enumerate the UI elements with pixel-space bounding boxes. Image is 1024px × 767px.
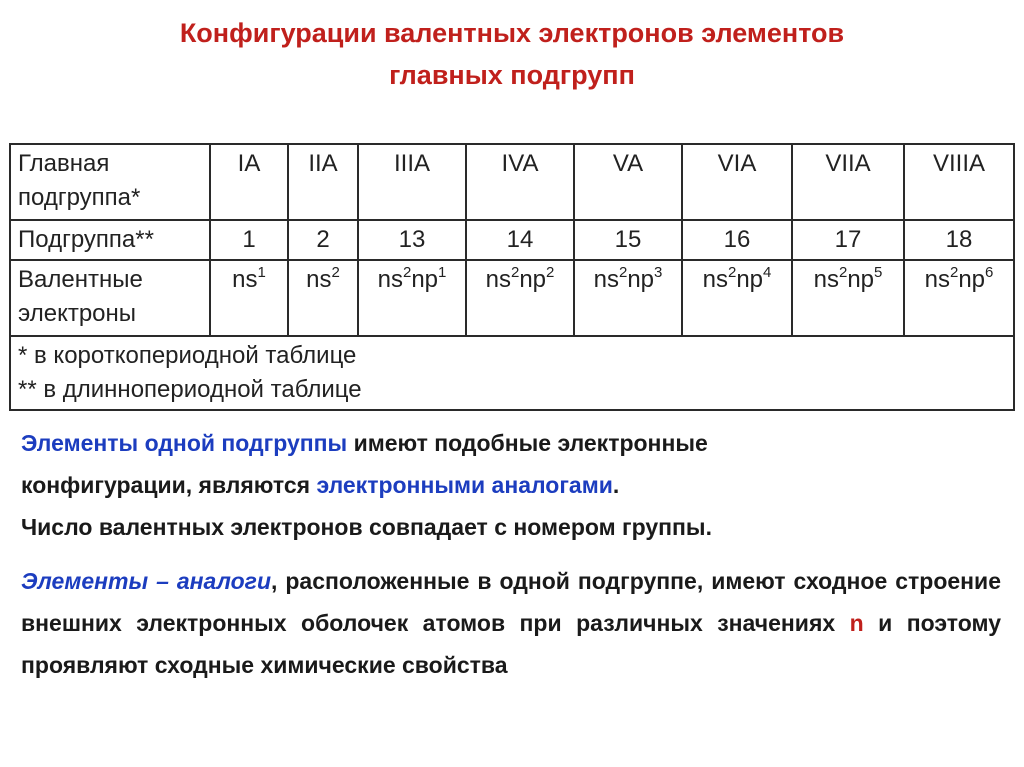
electron-config-cell: $ns^2np^2$ <box>466 260 574 336</box>
table-cell: IVA <box>466 144 574 220</box>
table-cell: 16 <box>682 220 792 260</box>
table-cell: 13 <box>358 220 466 260</box>
paragraph-electronic-analogs: Элементы одной подгруппы имеют подобные электронные конфигурации, являются электронными аналогами. Число валентных электронов совпадает с номером группы. <box>21 430 712 540</box>
electron-config-cell: $ns^2$ <box>288 260 358 336</box>
table-row-main-subgroup <box>10 144 1014 220</box>
valence-config-table <box>9 143 1015 411</box>
table-cell: 15 <box>574 220 682 260</box>
table-cell: 14 <box>466 220 574 260</box>
table-cell: 18 <box>904 220 1014 260</box>
highlight-electronic-analogs: электронными аналогами <box>316 472 613 498</box>
page-title <box>40 12 984 96</box>
highlight-element-analogs: Элементы – аналоги <box>21 568 271 594</box>
electron-config-cell: $ns^2np^6$ <box>904 260 1014 336</box>
table-cell: 17 <box>792 220 904 260</box>
electron-config-cell: $ns^2np^3$ <box>574 260 682 336</box>
table-cell: IA <box>210 144 288 220</box>
table-cell: IIA <box>288 144 358 220</box>
title-line-2: главных подгрупп <box>389 60 635 90</box>
highlight-subgroup-elements: Элементы одной подгруппы <box>21 430 348 456</box>
table-cell: 2 <box>288 220 358 260</box>
table-cell: 1 <box>210 220 288 260</box>
highlight-n: n <box>849 610 864 636</box>
table-cell: VIA <box>682 144 792 220</box>
row-header-main-subgroup: Главная подгруппа* <box>10 144 210 220</box>
electron-config-cell: $ns^1$ <box>210 260 288 336</box>
table-footnotes <box>10 336 1014 410</box>
table-cell: VA <box>574 144 682 220</box>
title-line-1: Конфигурации валентных электронов элементов <box>179 18 845 48</box>
paragraph-line-group-number: Число валентных электронов совпадает с номером группы. <box>21 514 712 540</box>
table-row-subgroup <box>10 220 1014 260</box>
table-cell: VIIIA <box>904 144 1014 220</box>
table-cell: VIIA <box>792 144 904 220</box>
paragraph-element-analogs: Элементы – аналоги, расположенные в одной подгруппе, имеют сходное строение внешних электронных оболочек атомов при различных значениях n и поэтому проявляют сходные химические свойства <box>21 568 1001 678</box>
table-cell: IIIA <box>358 144 466 220</box>
electron-config-cell: $ns^2np^4$ <box>682 260 792 336</box>
footnote-1: * в короткопериодной таблице <box>18 342 357 369</box>
table-row-notes <box>10 336 1014 410</box>
table-row-valence-electrons <box>10 260 1014 336</box>
row-header-valence-electrons: Валентные электроны <box>10 260 210 336</box>
row-header-subgroup: Подгруппа** <box>10 220 210 260</box>
electron-config-cell: $ns^2np^5$ <box>792 260 904 336</box>
footnote-2: ** в длиннопериодной таблице <box>18 376 362 403</box>
electron-config-cell: $ns^2np^1$ <box>358 260 466 336</box>
